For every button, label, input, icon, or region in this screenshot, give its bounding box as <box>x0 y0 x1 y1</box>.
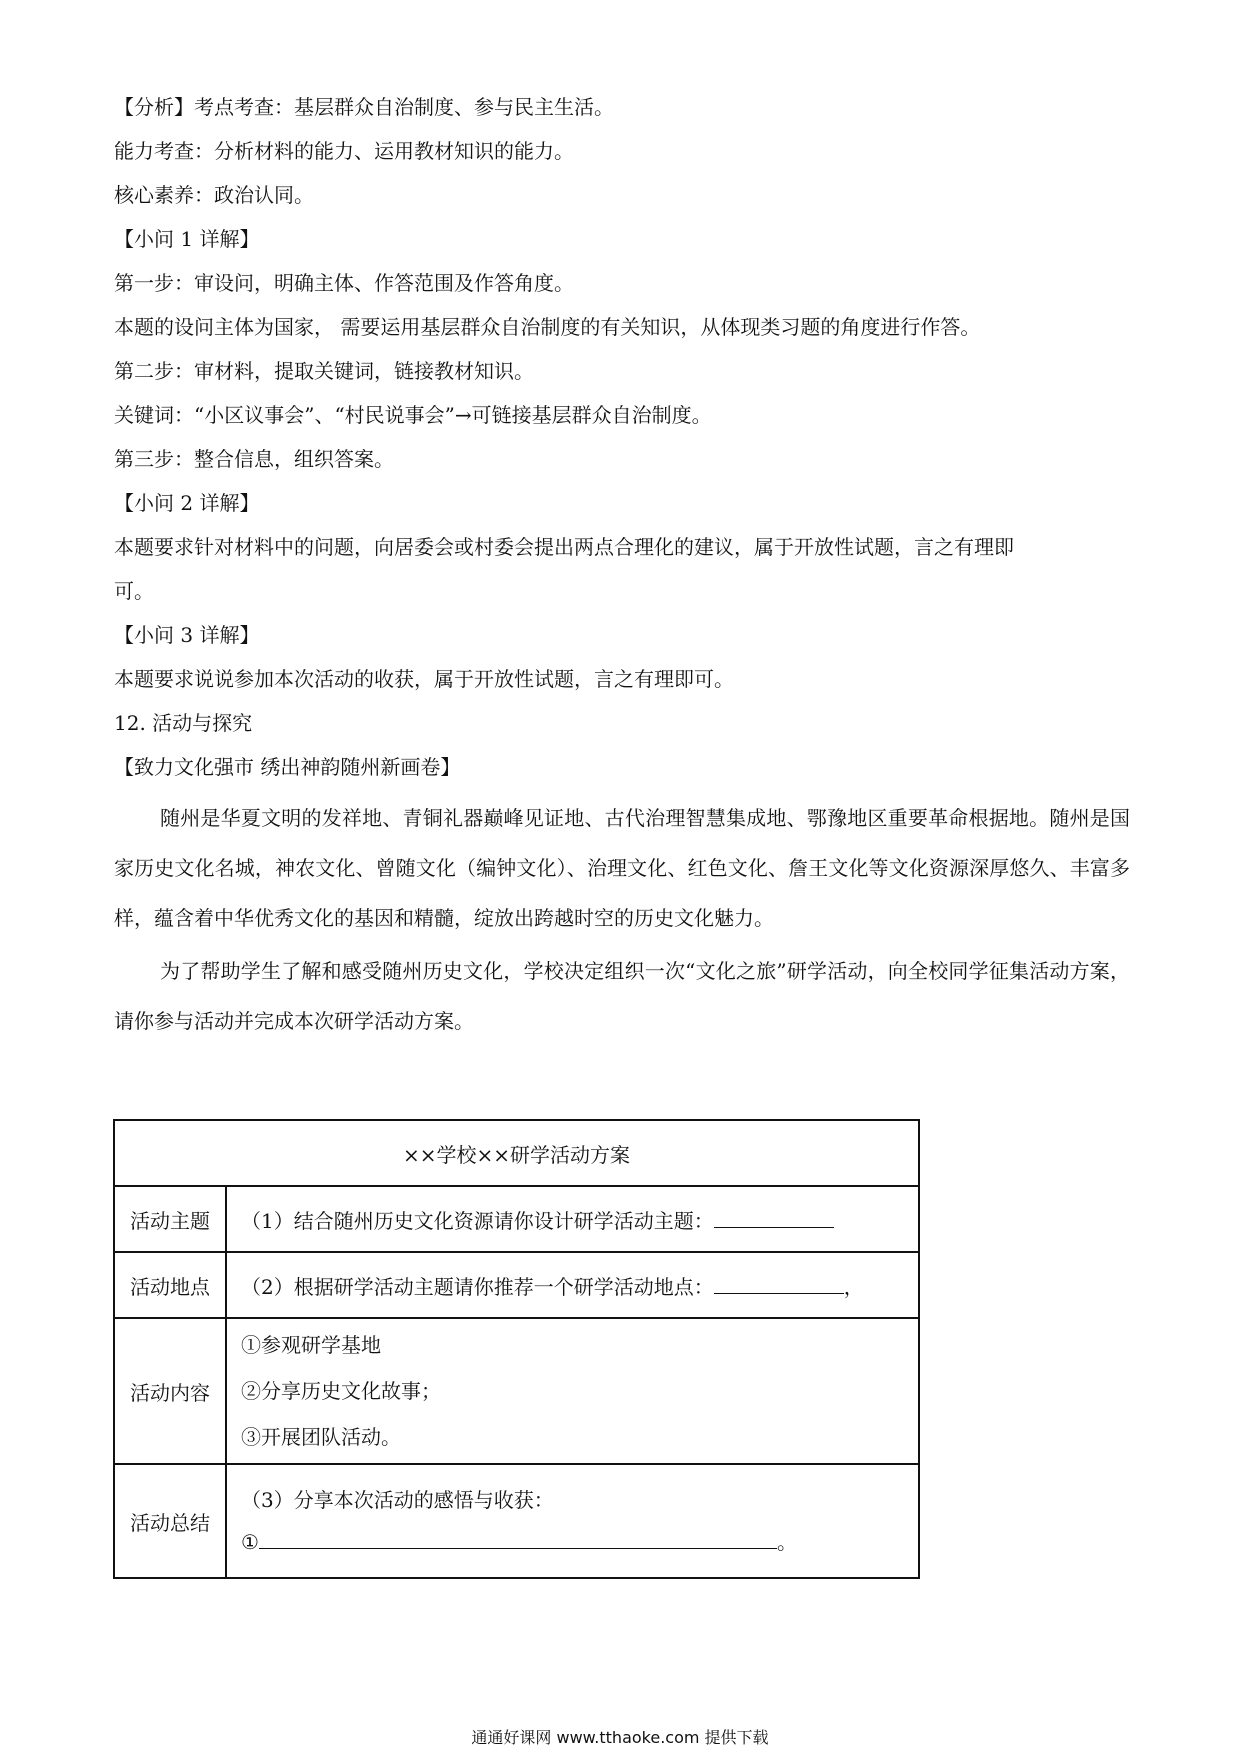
content-label: 活动内容 <box>114 1318 226 1464</box>
location-prompt: （2）根据研学活动主题请你推荐一个研学活动地点： <box>241 1274 714 1299</box>
summary-prompt: （3）分享本次活动的感悟与收获： <box>241 1488 554 1512</box>
q1-keywords: 关键词：“小区议事会”、“村民说事会”→可链接基层群众自治制度。 <box>114 403 712 427</box>
summary-item-marker: ① <box>241 1530 259 1554</box>
content-cell <box>226 1318 919 1464</box>
q2-text-line-1: 本题要求针对材料中的问题，向居委会或村委会提出两点合理化的建议，属于开放性试题，言之有理即 <box>114 535 1014 559</box>
theme-cell <box>226 1186 919 1252</box>
summary-trailing-period: 。 <box>776 1530 797 1554</box>
analysis-line-1: 【分析】考点考查：基层群众自治制度、参与民主生活。 <box>114 95 614 119</box>
table-header: ××学校××研学活动方案 <box>114 1120 919 1186</box>
content-item: ②分享历史文化故事； <box>241 1379 441 1403</box>
analysis-line-3: 核心素养：政治认同。 <box>114 183 314 207</box>
q3-heading: 【小问 3 详解】 <box>114 623 260 647</box>
q12-paragraph-1: 随州是华夏文明的发祥地、青铜礼器巅峰见证地、古代治理智慧集成地、鄂豫地区重要革命根据地。随州是国家历史文化名城，神农文化、曾随文化（编钟文化）、治理文化、红色文化、詹王文化等文化资源深厚悠久、丰富多样，蕴含着中华优秀文化的基因和精髓，绽放出跨越时空的历史文化魅力。 <box>114 806 1130 930</box>
location-cell <box>226 1252 919 1318</box>
summary-answer-blank[interactable] <box>259 1530 777 1549</box>
q12-paragraph-2: 为了帮助学生了解和感受随州历史文化，学校决定组织一次“文化之旅”研学活动，向全校同学征集活动方案，请你参与活动并完成本次研学活动方案。 <box>114 959 1130 1033</box>
summary-answer-row <box>241 1528 918 1556</box>
q1-step1-detail: 本题的设问主体为国家， 需要运用基层群众自治制度的有关知识，从体现类习题的角度进行作答。 <box>114 315 981 339</box>
summary-cell <box>226 1464 919 1578</box>
location-answer-blank[interactable] <box>714 1275 844 1294</box>
content-item: ③开展团队活动。 <box>241 1425 401 1449</box>
content-item: ①参观研学基地 <box>241 1333 381 1357</box>
theme-label: 活动主题 <box>114 1186 226 1252</box>
q2-heading: 【小问 2 详解】 <box>114 491 260 515</box>
q3-text: 本题要求说说参加本次活动的收获，属于开放性试题，言之有理即可。 <box>114 667 734 691</box>
q12-title: 12. 活动与探究 <box>114 711 253 735</box>
q12-subtitle: 【致力文化强市 绣出神韵随州新画卷】 <box>114 755 461 779</box>
q1-step3: 第三步：整合信息，组织答案。 <box>114 447 394 471</box>
location-label: 活动地点 <box>114 1252 226 1318</box>
q1-heading: 【小问 1 详解】 <box>114 227 260 251</box>
summary-label: 活动总结 <box>114 1464 226 1578</box>
location-trailing-comma: ， <box>843 1274 864 1299</box>
q1-step1: 第一步：审设问，明确主体、作答范围及作答角度。 <box>114 271 574 295</box>
q1-step2: 第二步：审材料，提取关键词，链接教材知识。 <box>114 359 534 383</box>
theme-answer-blank[interactable] <box>714 1209 834 1228</box>
activity-plan-table <box>113 1119 920 1579</box>
theme-prompt: （1）结合随州历史文化资源请你设计研学活动主题： <box>241 1208 714 1233</box>
page-footer: 通通好课网 www.tthaoke.com 提供下载 <box>471 1728 769 1747</box>
analysis-line-2: 能力考查：分析材料的能力、运用教材知识的能力。 <box>114 139 574 163</box>
q2-text-line-2: 可。 <box>114 579 154 603</box>
